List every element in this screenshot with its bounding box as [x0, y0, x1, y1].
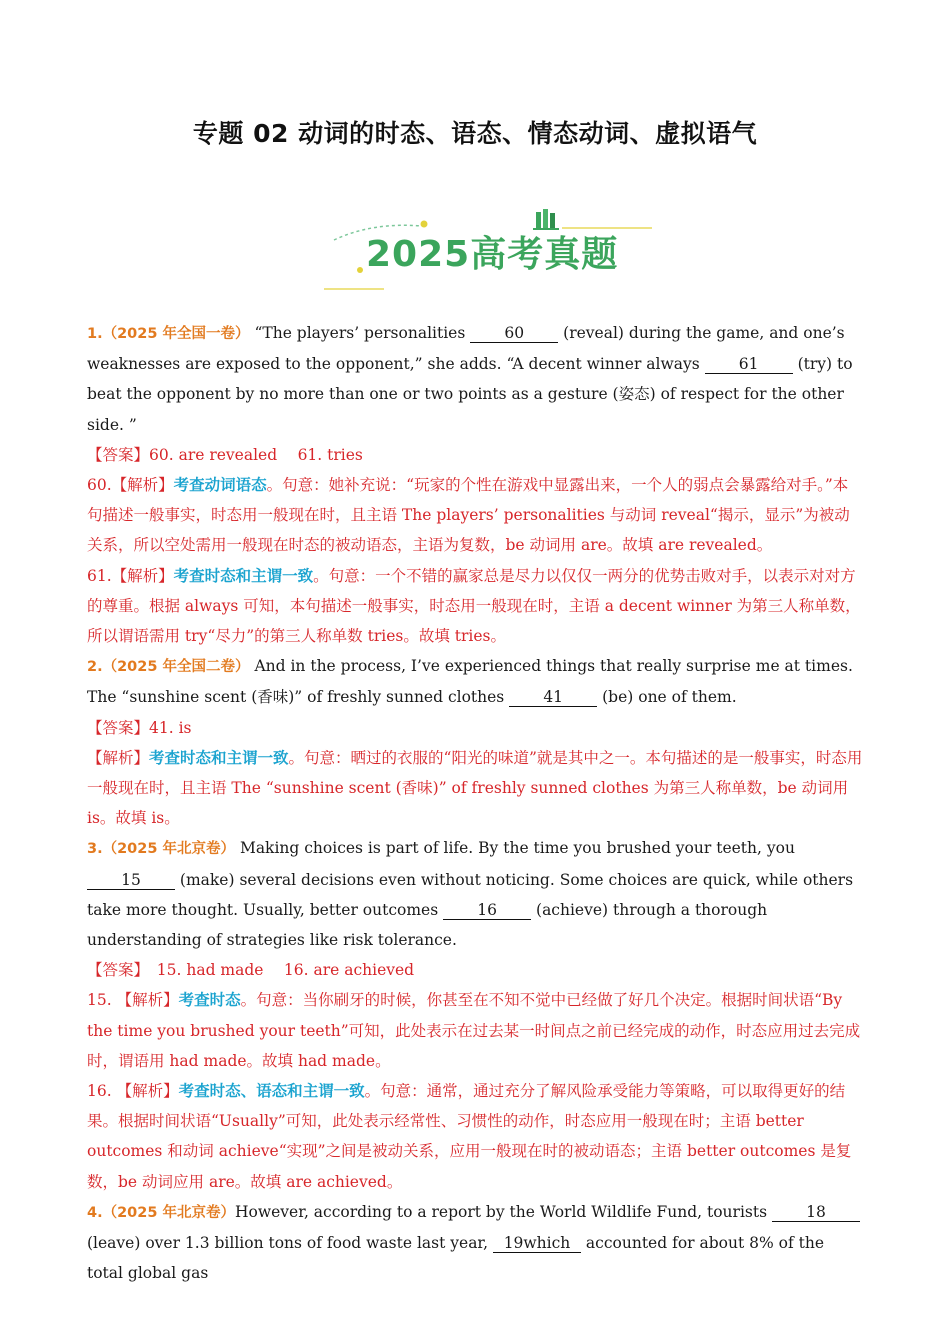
answer-tag: 【答案】	[87, 718, 150, 737]
analysis-topic: 考查时态	[178, 991, 241, 1010]
question-text: “The players’ personalities	[249, 324, 471, 342]
analysis-text: 。句意：她补充说：“玩家的个性在游戏中显露出来，一个人的弱点会暴露给对手。”本句描述一般事实，时态用一般现在时，且主语 The players’ personalities 与动词 reveal“揭示，显示”为被动关系，所以空处需用一般现在时态的被动语态，主语为复数，be 动词用 are。故填 are revealed。	[87, 476, 850, 555]
analysis-label: 61.【解析】	[87, 566, 174, 585]
content	[87, 318, 863, 1289]
analysis-label: 16. 【解析】	[87, 1082, 179, 1101]
analysis-15	[87, 985, 863, 1076]
analysis-topic: 考查时态和主谓一致	[149, 748, 289, 767]
banner-title: 2025高考真题	[366, 234, 619, 275]
question-text: And in the process, I’ve experienced things that really surprise me at times. The “sunshine scent (香味)” of freshly sunned clothes	[87, 657, 853, 707]
analysis-text: 。句意：晒过的衣服的“阳光的味道”就是其中之一。本句描述的是一般事实，时态用一般现在时，且主语 The “sunshine scent (香味)” of freshly sunned clothes 为第三人称单数，be 动词用 is。故填 is。	[87, 748, 863, 828]
answer-text: 15. had made 16. are achieved	[141, 961, 415, 980]
analysis-41	[87, 743, 863, 834]
question-3	[87, 833, 863, 955]
question-label: 2.（2025 年全国二卷）	[87, 659, 250, 676]
analysis-text: 。句意：通常，通过充分了解风险承受能力等策略，可以取得更好的结果。根据时间状语“Usually”可知，此处表示经常性、习惯性的动作，时态应用一般现在时；主语 better outcomes 和动词 achieve“实现”之间是被动关系，应用一般现在时的被动语态；主语 better outcomes 是复数，be 动词应用 are。故填 are achieved。	[87, 1082, 852, 1191]
question-text: However, according to a report by the World Wildlife Fund, tourists	[235, 1202, 772, 1221]
blank-16: 16	[443, 901, 531, 920]
analysis-topic: 考查时态和主谓一致	[173, 566, 314, 585]
question-text: (try) to beat the opponent by no more than one or two points as a gesture (姿态) of respect for the other side. ”	[87, 355, 853, 434]
analysis-topic: 考查时态、语态和主谓一致	[178, 1082, 365, 1101]
analysis-text: 。句意：当你刷牙的时候，你甚至在不知不觉中已经做了好几个决定。根据时间状语“By the time you brushed your teeth”可知，此处表示在过去某一时间点之前已经完成的动作，时态应用过去完成时，谓语用 had made。故填 had made。	[87, 991, 861, 1070]
blank-41: 41	[509, 688, 597, 707]
analysis-topic: 考查动词语态	[173, 476, 267, 495]
page-title: 专题 02 动词的时态、语态、情态动词、虚拟语气	[192, 119, 758, 148]
question-text: (achieve) through a thorough understanding of strategies like risk tolerance.	[87, 900, 768, 950]
answer-text: 41. is	[149, 718, 192, 737]
blank-19: 19which	[493, 1234, 581, 1253]
question-text: (reveal) during the game, and one’s weaknesses are exposed to the opponent,” she adds. “A decent winner always	[87, 324, 845, 374]
question-label: 3.（2025 年北京卷）	[87, 841, 236, 858]
section-banner	[322, 200, 662, 296]
question-label: 1.（2025 年全国一卷）	[87, 326, 250, 342]
question-text: accounted for about 8% of the total global gas	[87, 1234, 825, 1283]
blank-15: 15	[87, 871, 175, 890]
question-text: (make) several decisions even without noticing. Some choices are quick, while others take more thought. Usually, better outcomes	[87, 870, 854, 919]
analysis-60	[87, 470, 863, 561]
question-text: (be) one of them.	[597, 688, 737, 707]
answer-1	[87, 440, 863, 470]
question-4	[87, 1197, 863, 1289]
analysis-label: 60.【解析】	[87, 476, 174, 495]
answer-tag: 【答案】	[87, 445, 150, 464]
blank-18: 18	[772, 1203, 860, 1222]
analysis-label: 【解析】	[87, 748, 150, 767]
question-2	[87, 651, 863, 712]
question-text: (leave) over 1.3 billion tons of food waste last year,	[87, 1234, 493, 1253]
analysis-label: 15. 【解析】	[87, 991, 179, 1010]
analysis-61	[87, 561, 863, 652]
answer-text: 60. are revealed 61. tries	[149, 445, 363, 464]
answer-2	[87, 713, 863, 743]
question-1	[87, 318, 863, 440]
question-text: Making choices is part of life. By the time you brushed your teeth, you	[235, 839, 795, 858]
question-label: 4.（2025 年北京卷）	[87, 1204, 236, 1221]
analysis-16	[87, 1076, 863, 1197]
blank-60: 60	[470, 324, 558, 343]
blank-61: 61	[705, 355, 793, 374]
answer-tag: 【答案】	[87, 961, 142, 980]
analysis-text: 。句意：一个不错的赢家总是尽力以仅仅一两分的优势击败对手，以表示对对方的尊重。根据 always 可知，本句描述一般事实，时态用一般现在时，主语 a decent winner 为第三人称单数，所以谓语需用 try“尽力”的第三人称单数 tries。故填 tries。	[87, 566, 861, 646]
answer-3	[87, 955, 863, 985]
